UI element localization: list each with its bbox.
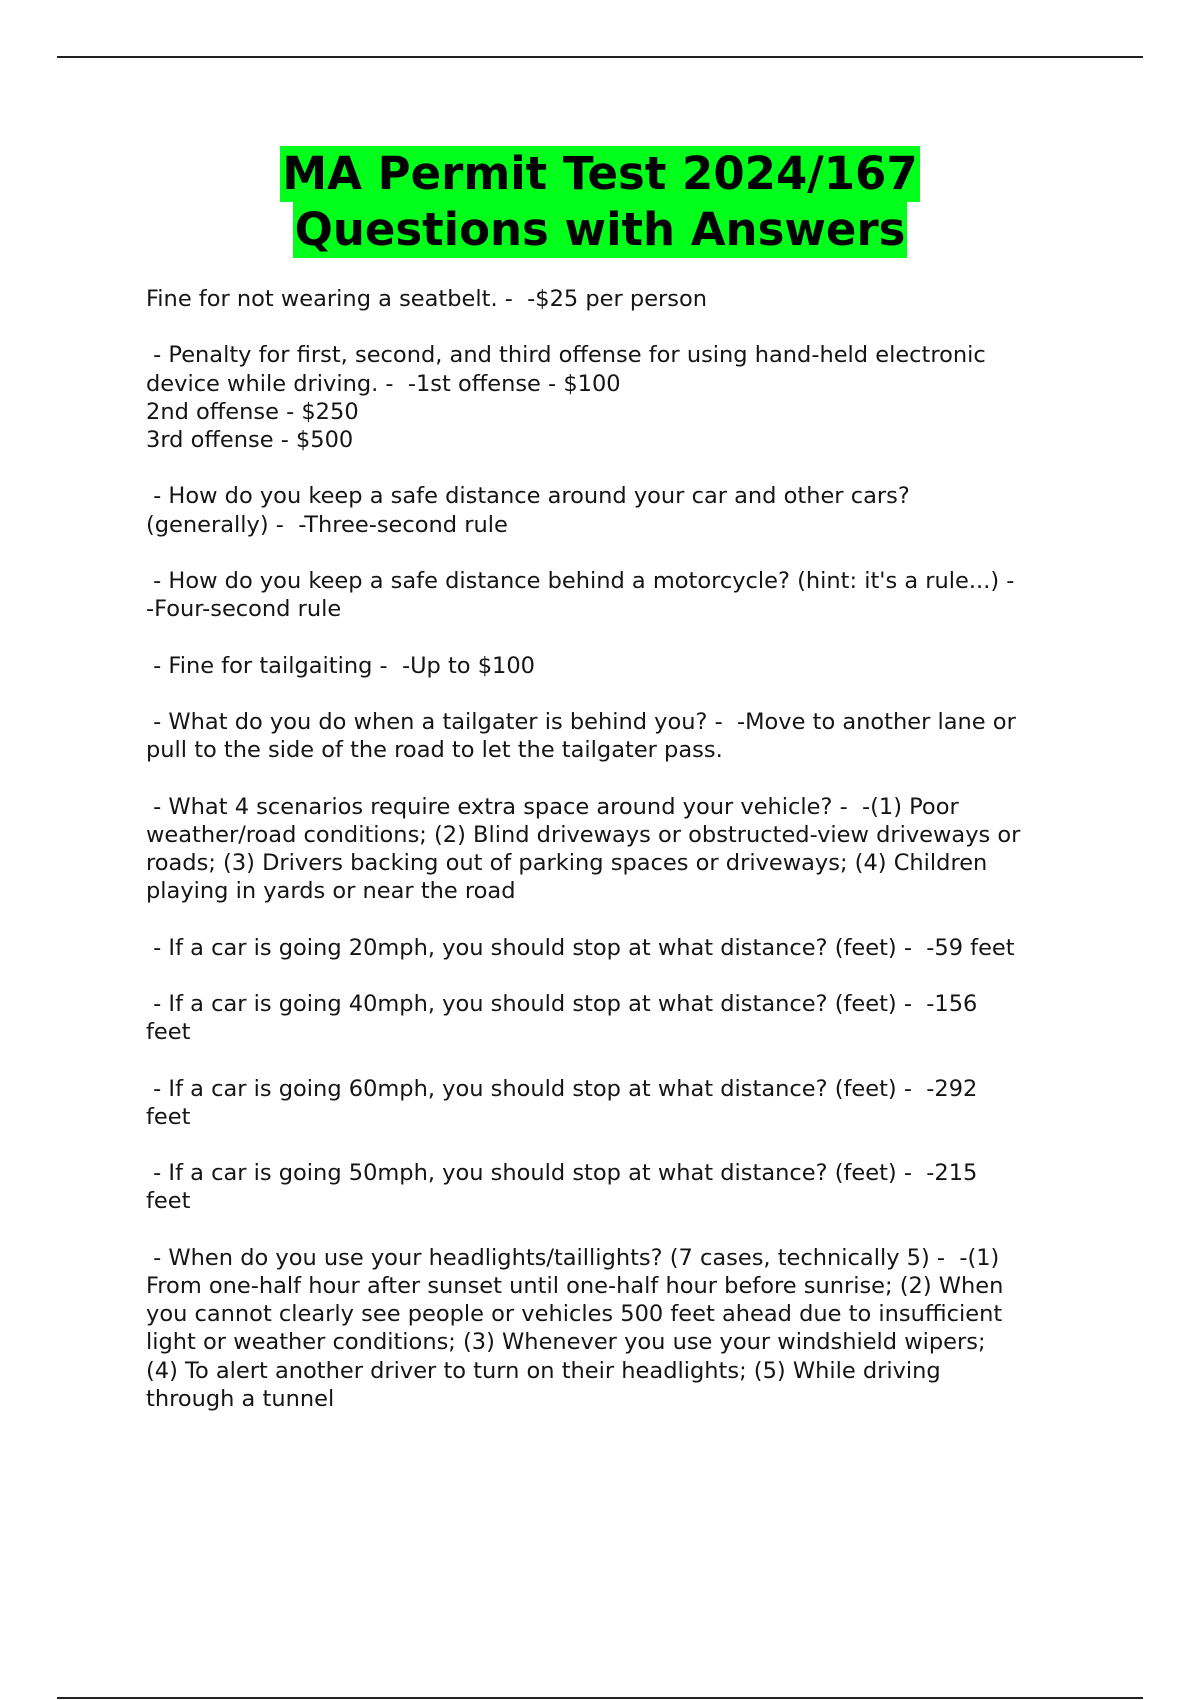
qa-line: through a tunnel bbox=[146, 1385, 335, 1412]
qa-line: - How do you keep a safe distance behind a motorcycle? (hint: it's a rule...) - bbox=[146, 567, 1015, 594]
qa-line: - If a car is going 50mph, you should stop at what distance? (feet) - -215 bbox=[146, 1160, 978, 1187]
qa-line: feet bbox=[146, 1103, 191, 1130]
qa-line: - How do you keep a safe distance around your car and other cars? bbox=[146, 483, 910, 510]
qa-line: 2nd offense - $250 bbox=[146, 398, 359, 425]
qa-line: roads; (3) Drivers backing out of parking spaces or driveways; (4) Children bbox=[146, 849, 988, 876]
qa-entry bbox=[146, 793, 1096, 906]
qa-line: - If a car is going 40mph, you should stop at what distance? (feet) - -156 bbox=[146, 990, 978, 1017]
qa-line: - If a car is going 60mph, you should stop at what distance? (feet) - -292 bbox=[146, 1075, 978, 1102]
title-line-1: MA Permit Test 2024/167 bbox=[282, 147, 918, 200]
qa-list bbox=[146, 285, 1096, 1441]
qa-line: device while driving. - -1st offense - $100 bbox=[146, 370, 621, 397]
document-title bbox=[0, 146, 1200, 258]
qa-line: - Penalty for first, second, and third offense for using hand-held electronic bbox=[146, 342, 986, 369]
qa-line: 3rd offense - $500 bbox=[146, 427, 354, 453]
qa-line: feet bbox=[146, 1188, 191, 1215]
qa-entry bbox=[146, 990, 1096, 1046]
qa-entry bbox=[146, 934, 1096, 962]
qa-line: - What do you do when a tailgater is behind you? - -Move to another lane or bbox=[146, 708, 1016, 735]
qa-line: light or weather conditions; (3) Whenever you use your windshield wipers; bbox=[146, 1329, 986, 1356]
qa-entry bbox=[146, 482, 1096, 538]
qa-line: - If a car is going 20mph, you should stop at what distance? (feet) - -59 feet bbox=[146, 934, 1015, 961]
qa-entry bbox=[146, 708, 1096, 764]
qa-line: Fine for not wearing a seatbelt. - -$25 per person bbox=[146, 286, 708, 312]
qa-line: playing in yards or near the road bbox=[146, 878, 516, 905]
qa-line: pull to the side of the road to let the tailgater pass. bbox=[146, 737, 723, 764]
qa-entry bbox=[146, 567, 1096, 623]
qa-line: -Four-second rule bbox=[146, 596, 342, 623]
qa-entry bbox=[146, 652, 1096, 680]
qa-line: feet bbox=[146, 1019, 191, 1046]
qa-entry bbox=[146, 1075, 1096, 1131]
footer-rule bbox=[57, 1697, 1143, 1699]
title-line-2: Questions with Answers bbox=[294, 203, 906, 256]
qa-line: - What 4 scenarios require extra space around your vehicle? - -(1) Poor bbox=[146, 793, 959, 820]
header-rule bbox=[57, 56, 1143, 58]
qa-entry bbox=[146, 341, 1096, 454]
qa-line: (4) To alert another driver to turn on their headlights; (5) While driving bbox=[146, 1357, 941, 1384]
qa-entry bbox=[146, 285, 1096, 313]
qa-line: you cannot clearly see people or vehicles 500 feet ahead due to insufficient bbox=[146, 1301, 1003, 1328]
qa-entry bbox=[146, 1159, 1096, 1215]
qa-entry bbox=[146, 1244, 1096, 1413]
qa-line: - When do you use your headlights/taillights? (7 cases, technically 5) - -(1) bbox=[146, 1244, 1000, 1271]
qa-line: From one-half hour after sunset until one-half hour before sunrise; (2) When bbox=[146, 1272, 1004, 1299]
qa-line: (generally) - -Three-second rule bbox=[146, 511, 508, 538]
qa-line: - Fine for tailgaiting - -Up to $100 bbox=[146, 652, 535, 679]
qa-line: weather/road conditions; (2) Blind driveways or obstructed-view driveways or bbox=[146, 821, 1021, 848]
